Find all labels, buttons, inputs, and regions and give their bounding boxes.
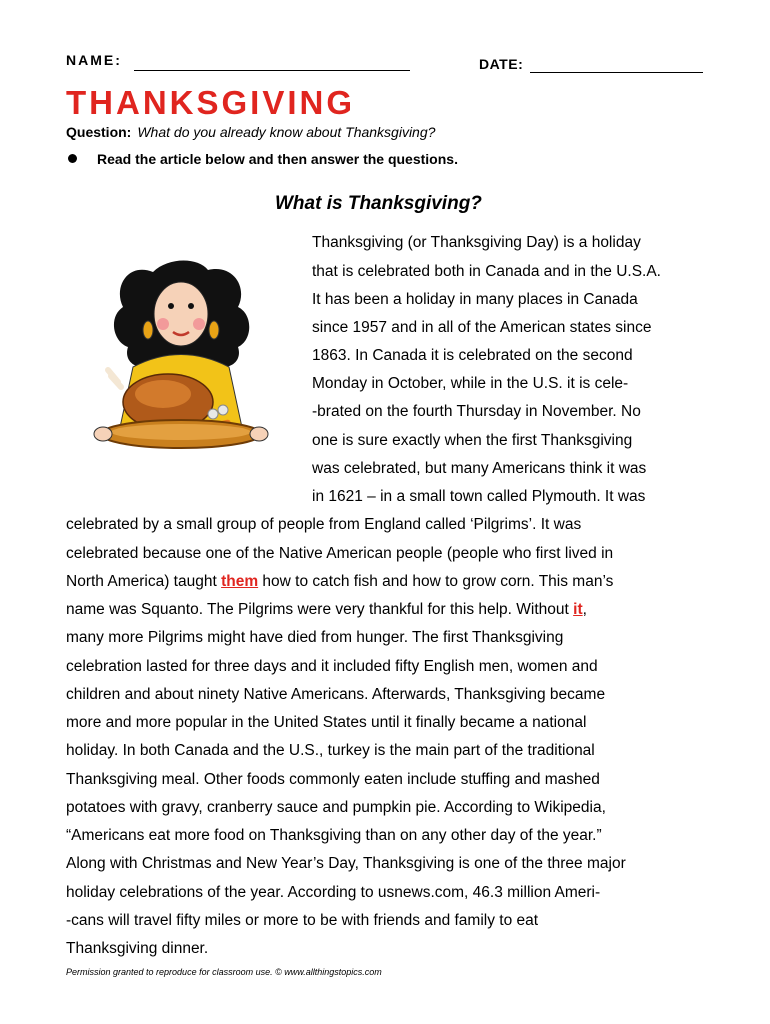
article-line: -cans will travel fifty miles or more to be with friends and family to eat [66,912,539,929]
article-text: North America) taught [66,573,222,590]
article-line: more and more popular in the United States until it finally became a national [66,714,587,731]
article-line: “Americans eat more food on Thanksgiving than on any other day of the year.” [66,827,602,844]
article-line: holiday celebrations of the year. According to usnews.com, 46.3 million Ameri- [66,884,601,901]
question-label: Question: [66,124,132,140]
page-title: THANKSGIVING [66,84,356,121]
date-field[interactable] [530,72,703,73]
article-line: many more Pilgrims might have died from hunger. The first Thanksgiving [66,629,564,646]
article-line: It has been a holiday in many places in Canada [312,291,638,308]
question [66,124,435,140]
thanksgiving-woman-turkey-illustration [93,252,271,470]
article-line: that is celebrated both in Canada and in the U.S.A. [312,263,661,280]
highlighted-word-it: it [573,601,583,618]
article-line: 1863. In Canada it is celebrated on the second [312,347,633,364]
instruction-text: Read the article below and then answer the questions. [97,151,458,167]
article-line: holiday. In both Canada and the U.S., turkey is the main part of the traditional [66,742,595,759]
article-line: potatoes with gravy, cranberry sauce and pumpkin pie. According to Wikipedia, [66,799,606,816]
article-text: name was Squanto. The Pilgrims were very thankful for this help. Without [66,601,574,618]
highlighted-word-them: them [221,573,259,590]
article-line: celebrated by a small group of people from England called ‘Pilgrims’. It was [66,516,582,533]
article-line: celebrated because one of the Native American people (people who first lived in [66,545,614,562]
article-line: one is sure exactly when the first Thanksgiving [312,432,633,449]
article-line: in 1621 – in a small town called Plymouth. It was [312,488,646,505]
question-text: What do you already know about Thanksgiving? [137,124,436,140]
name-label: NAME: [66,52,122,68]
article-line: since 1957 and in all of the American states since [312,319,652,336]
article-line: -brated on the fourth Thursday in November. No [312,403,641,420]
article-text: , [582,601,587,618]
article-line: Thanksgiving (or Thanksgiving Day) is a holiday [312,234,641,251]
article-line: Thanksgiving meal. Other foods commonly eaten include stuffing and mashed [66,771,600,788]
article-line: children and about ninety Native Americans. Afterwards, Thanksgiving became [66,686,606,703]
article-line: celebration lasted for three days and it included fifty English men, women and [66,658,598,675]
article-text: how to catch fish and how to grow corn. This man’s [258,573,614,590]
date-label: DATE: [479,56,524,72]
name-field[interactable] [134,70,410,71]
article-line: was celebrated, but many Americans think it was [312,460,647,477]
article-line [66,572,613,592]
footer-permission: Permission granted to reproduce for classroom use. © www.allthingstopics.com [66,967,382,977]
article-line [66,600,587,620]
article-line: Monday in October, while in the U.S. it is cele- [312,375,629,392]
article-title: What is Thanksgiving? [275,193,482,214]
bullet-icon [68,154,77,163]
article-line: Thanksgiving dinner. [66,940,209,957]
article-line: Along with Christmas and New Year’s Day, Thanksgiving is one of the three major [66,855,626,872]
